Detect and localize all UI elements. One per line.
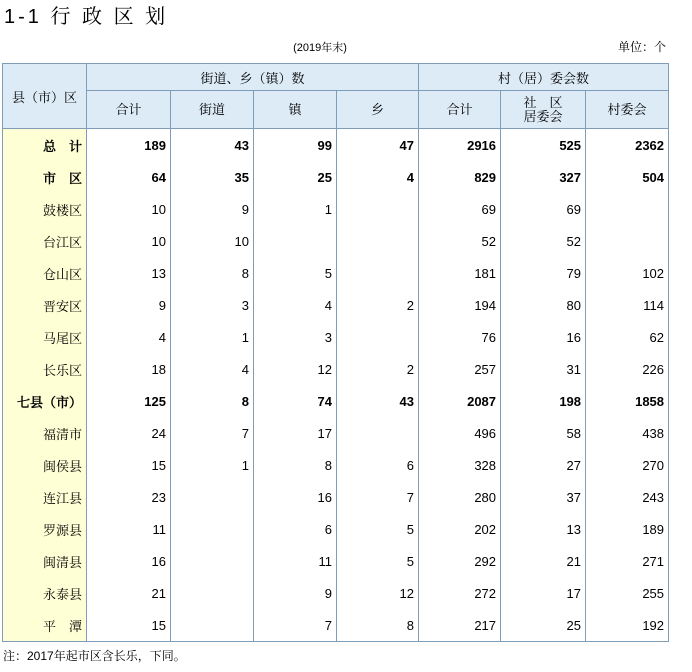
row-label: 晋安区	[3, 289, 87, 321]
table-row	[3, 513, 669, 545]
cell-community-committees: 525	[501, 129, 586, 162]
cell-streets: 35	[171, 161, 254, 193]
cell-village-committees: 504	[586, 161, 669, 193]
col-header-townships: 乡	[337, 91, 419, 129]
cell-streets-towns-total: 13	[87, 257, 171, 289]
cell-committees-total: 202	[419, 513, 501, 545]
cell-towns: 7	[254, 609, 337, 642]
table-row	[3, 609, 669, 642]
cell-townships: 7	[337, 481, 419, 513]
cell-community-committees: 37	[501, 481, 586, 513]
cell-streets: 7	[171, 417, 254, 449]
row-label: 市 区	[3, 161, 87, 193]
cell-village-committees: 1858	[586, 385, 669, 417]
row-label: 闽清县	[3, 545, 87, 577]
cell-village-committees: 2362	[586, 129, 669, 162]
row-label: 福清市	[3, 417, 87, 449]
table-header	[3, 64, 669, 129]
row-label: 永泰县	[3, 577, 87, 609]
cell-towns: 12	[254, 353, 337, 385]
table-body	[3, 129, 669, 642]
cell-community-committees: 17	[501, 577, 586, 609]
cell-community-committees: 13	[501, 513, 586, 545]
cell-committees-total: 52	[419, 225, 501, 257]
cell-committees-total: 76	[419, 321, 501, 353]
cell-streets: 1	[171, 449, 254, 481]
cell-village-committees: 226	[586, 353, 669, 385]
cell-committees-total: 69	[419, 193, 501, 225]
cell-streets: 9	[171, 193, 254, 225]
cell-streets	[171, 545, 254, 577]
cell-committees-total: 496	[419, 417, 501, 449]
period-label: (2019年末)	[293, 42, 347, 54]
cell-committees-total: 280	[419, 481, 501, 513]
cell-streets: 1	[171, 321, 254, 353]
cell-townships: 43	[337, 385, 419, 417]
cell-townships	[337, 257, 419, 289]
cell-committees-total: 194	[419, 289, 501, 321]
cell-townships	[337, 225, 419, 257]
cell-towns: 4	[254, 289, 337, 321]
cell-streets	[171, 481, 254, 513]
cell-towns: 25	[254, 161, 337, 193]
cell-village-committees: 189	[586, 513, 669, 545]
row-header: 县（市）区	[3, 64, 87, 129]
cell-townships: 2	[337, 289, 419, 321]
cell-community-committees: 27	[501, 449, 586, 481]
cell-towns	[254, 225, 337, 257]
cell-streets-towns-total: 15	[87, 609, 171, 642]
cell-streets	[171, 513, 254, 545]
cell-streets	[171, 609, 254, 642]
cell-streets-towns-total: 21	[87, 577, 171, 609]
cell-streets: 43	[171, 129, 254, 162]
cell-townships	[337, 321, 419, 353]
cell-village-committees: 114	[586, 289, 669, 321]
cell-community-committees: 52	[501, 225, 586, 257]
cell-committees-total: 217	[419, 609, 501, 642]
cell-townships	[337, 417, 419, 449]
cell-streets: 4	[171, 353, 254, 385]
row-label: 总 计	[3, 129, 87, 162]
cell-village-committees: 192	[586, 609, 669, 642]
table-row	[3, 193, 669, 225]
table-row	[3, 353, 669, 385]
cell-village-committees	[586, 193, 669, 225]
cell-village-committees: 255	[586, 577, 669, 609]
table-row	[3, 577, 669, 609]
cell-village-committees: 270	[586, 449, 669, 481]
cell-streets-towns-total: 16	[87, 545, 171, 577]
header-row-columns	[3, 91, 669, 129]
unit-label: 单位：个	[617, 40, 666, 54]
cell-streets-towns-total: 4	[87, 321, 171, 353]
table-row	[3, 321, 669, 353]
cell-streets-towns-total: 11	[87, 513, 171, 545]
cell-committees-total: 2087	[419, 385, 501, 417]
col-header-committees-total: 合计	[419, 91, 501, 129]
cell-streets-towns-total: 189	[87, 129, 171, 162]
cell-community-committees: 25	[501, 609, 586, 642]
cell-streets: 3	[171, 289, 254, 321]
row-label: 连江县	[3, 481, 87, 513]
cell-streets-towns-total: 15	[87, 449, 171, 481]
header-row-groups	[3, 64, 669, 91]
group-header-streets-towns: 街道、乡（镇）数	[87, 64, 419, 91]
cell-towns: 16	[254, 481, 337, 513]
table-row	[3, 129, 669, 162]
table-row	[3, 449, 669, 481]
cell-streets-towns-total: 23	[87, 481, 171, 513]
cell-towns: 74	[254, 385, 337, 417]
cell-townships: 47	[337, 129, 419, 162]
cell-committees-total: 2916	[419, 129, 501, 162]
cell-community-committees: 80	[501, 289, 586, 321]
col-header-streets: 街道	[171, 91, 254, 129]
row-label: 七县（市）	[3, 385, 87, 417]
group-header-committees: 村（居）委会数	[419, 64, 669, 91]
cell-community-committees: 58	[501, 417, 586, 449]
cell-streets-towns-total: 10	[87, 225, 171, 257]
cell-community-committees: 16	[501, 321, 586, 353]
cell-community-committees: 31	[501, 353, 586, 385]
row-label: 台江区	[3, 225, 87, 257]
cell-townships: 4	[337, 161, 419, 193]
cell-towns: 17	[254, 417, 337, 449]
cell-streets-towns-total: 18	[87, 353, 171, 385]
cell-towns: 1	[254, 193, 337, 225]
cell-townships: 12	[337, 577, 419, 609]
page-title: 1-1 行 政 区 划	[4, 6, 169, 28]
table-row	[3, 161, 669, 193]
cell-committees-total: 181	[419, 257, 501, 289]
col-header-towns: 镇	[254, 91, 337, 129]
cell-towns: 6	[254, 513, 337, 545]
cell-streets: 8	[171, 385, 254, 417]
table-row	[3, 545, 669, 577]
admin-division-table	[2, 63, 669, 642]
cell-towns: 9	[254, 577, 337, 609]
cell-committees-total: 328	[419, 449, 501, 481]
row-label: 马尾区	[3, 321, 87, 353]
table-row	[3, 289, 669, 321]
row-label: 鼓楼区	[3, 193, 87, 225]
cell-townships: 2	[337, 353, 419, 385]
cell-towns: 8	[254, 449, 337, 481]
cell-village-committees: 102	[586, 257, 669, 289]
cell-towns: 3	[254, 321, 337, 353]
row-label: 仓山区	[3, 257, 87, 289]
table-row	[3, 481, 669, 513]
cell-townships: 8	[337, 609, 419, 642]
cell-committees-total: 292	[419, 545, 501, 577]
cell-streets: 8	[171, 257, 254, 289]
cell-towns: 99	[254, 129, 337, 162]
cell-streets	[171, 577, 254, 609]
cell-streets-towns-total: 125	[87, 385, 171, 417]
row-label: 罗源县	[3, 513, 87, 545]
col-header-community-committees: 社 区 居委会	[501, 91, 586, 129]
cell-village-committees: 62	[586, 321, 669, 353]
cell-village-committees: 438	[586, 417, 669, 449]
col-header-village-committees: 村委会	[586, 91, 669, 129]
cell-townships	[337, 193, 419, 225]
cell-village-committees: 271	[586, 545, 669, 577]
cell-streets-towns-total: 24	[87, 417, 171, 449]
cell-committees-total: 257	[419, 353, 501, 385]
cell-streets-towns-total: 10	[87, 193, 171, 225]
cell-community-committees: 21	[501, 545, 586, 577]
cell-committees-total: 272	[419, 577, 501, 609]
cell-village-committees: 243	[586, 481, 669, 513]
cell-towns: 5	[254, 257, 337, 289]
footnote: 注：2017年起市区含长乐，下同。	[3, 649, 186, 663]
row-label: 平 潭	[3, 609, 87, 642]
table-row	[3, 417, 669, 449]
cell-townships: 5	[337, 545, 419, 577]
cell-community-committees: 327	[501, 161, 586, 193]
cell-committees-total: 829	[419, 161, 501, 193]
cell-village-committees	[586, 225, 669, 257]
cell-towns: 11	[254, 545, 337, 577]
cell-community-committees: 69	[501, 193, 586, 225]
cell-townships: 5	[337, 513, 419, 545]
cell-community-committees: 79	[501, 257, 586, 289]
row-label: 长乐区	[3, 353, 87, 385]
cell-streets: 10	[171, 225, 254, 257]
table-row	[3, 225, 669, 257]
row-label: 闽侯县	[3, 449, 87, 481]
cell-community-committees: 198	[501, 385, 586, 417]
table-row	[3, 257, 669, 289]
cell-streets-towns-total: 64	[87, 161, 171, 193]
cell-townships: 6	[337, 449, 419, 481]
cell-streets-towns-total: 9	[87, 289, 171, 321]
table-row	[3, 385, 669, 417]
col-header-streets-towns-total: 合计	[87, 91, 171, 129]
